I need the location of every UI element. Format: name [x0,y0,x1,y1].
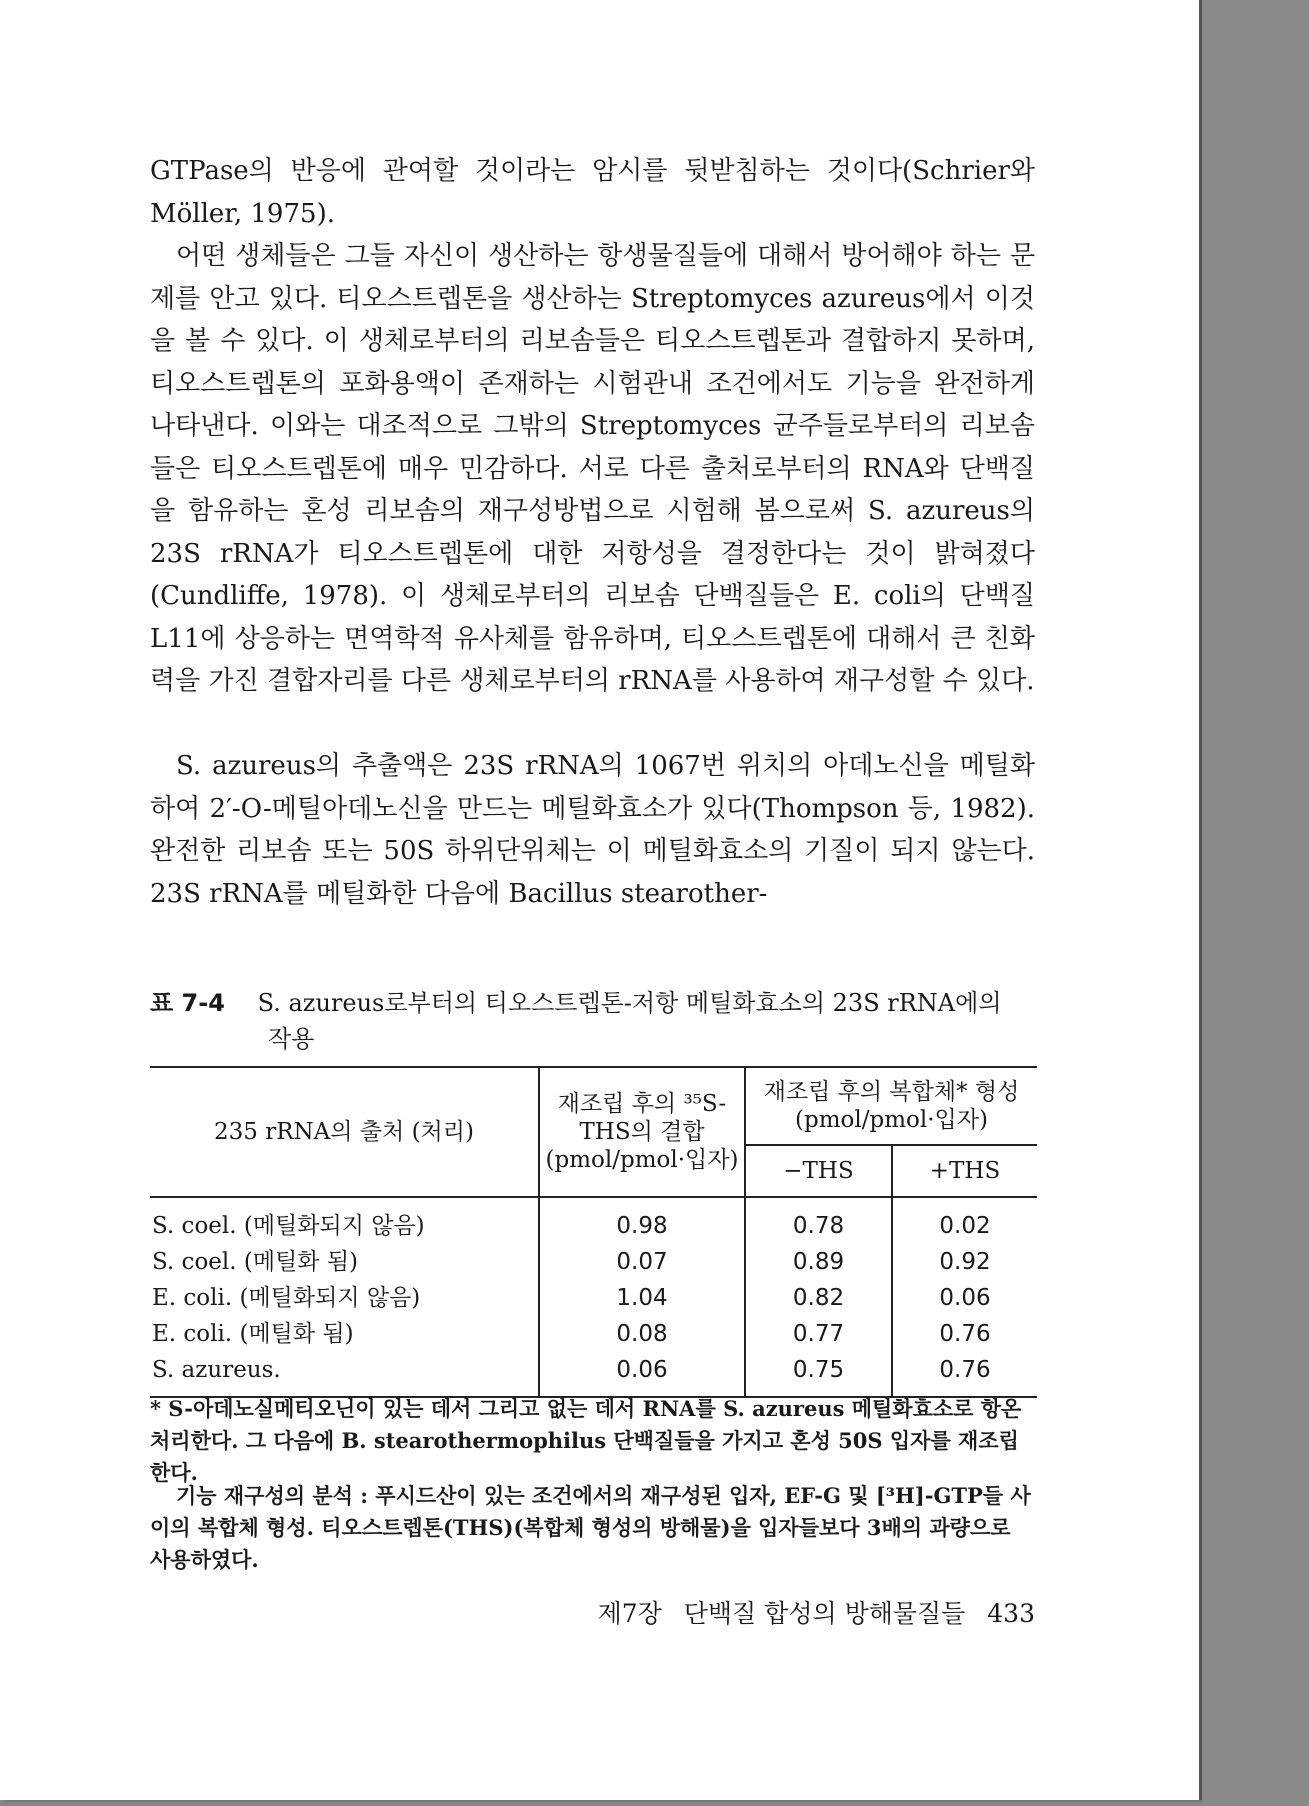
row-source: S. coel. (메틸화 됨) [152,1249,359,1275]
paragraph-2: 어떤 생체들은 그들 자신이 생산하는 항생물질들에 대해서 방어해야 하는 문제를 안고 있다. 티오스트렙톤을 생산하는 Streptomyces azureus에서 이것을 볼 수 있다. 이 생체로부터의 리보솜들은 티오스트렙톤과 결합하지 못하며, 티오스트렙톤의 포화용액이 존재하는 시험관내 조건에서도 기능을 완전하게 나타낸다. 이와는 대조적으로 그밖의 Streptomyces 균주들로부터의 리보솜들은 티오스트렙톤에 매우 민감하다. 서로 다른 출처로부터의 RNA와 단백질을 함유하는 혼성 리보솜의 재구성방법으로 시험해 봄으로써 S. azureus의 23S rRNA가 티오스트렙톤에 대한 저항성을 결정한다는 것이 밝혀졌다(Cundliffe, 1978). 이 생체로부터의 리보솜 단백질들은 E. coli의 단백질 L11에 상응하는 면역학적 유사체를 함유하며, 티오스트렙톤에 대해서 큰 친화력을 가진 결합자리를 다른 생체로부터의 rRNA를 사용하여 재구성할 수 있다. [150,241,1035,696]
header-complex-formation: 재조립 후의 복합체* 형성 (pmol/pmol·입자) [745,1067,1037,1145]
row-binding: 1.04 [539,1280,745,1316]
row-minus-ths: 0.89 [745,1244,892,1280]
page-number: 433 [987,1599,1035,1628]
row-plus-ths: 0.02 [892,1197,1037,1244]
data-table [150,1066,1037,1398]
table-row [150,1280,1037,1316]
paragraph-1: GTPase의 반응에 관여할 것이라는 암시를 뒷받침하는 것이다(Schrier와 Möller, 1975). [150,156,1035,229]
row-binding: 0.08 [539,1316,745,1352]
row-binding: 0.06 [539,1352,745,1397]
row-plus-ths: 0.92 [892,1244,1037,1280]
header-source: 235 rRNA의 출처 (처리) [150,1067,539,1197]
row-source: E. coli. (메틸화되지 않음) [152,1285,421,1311]
table-caption-continued: 작용 [268,1025,315,1053]
paragraph-3: S. azureus의 추출액은 23S rRNA의 1067번 위치의 아데노신을 메틸화하여 2′-O-메틸아데노신을 만드는 메틸화효소가 있다(Thompson 등, 1982). 완전한 리보솜 또는 50S 하위단위체는 이 메틸화효소의 기질이 되지 않는다. 23S rRNA를 메틸화한 다음에 Bacillus stearother- [150,751,1035,909]
footer-chapter: 제7장 [597,1599,662,1628]
table-row [150,1197,1037,1244]
row-source: S. azureus. [150,1352,539,1397]
page-footer [555,1594,1035,1630]
table-caption [150,985,1035,1057]
table-row [150,1244,1037,1280]
footnote-assay: 기능 재구성의 분석 : 푸시드산이 있는 조건에서의 재구성된 입자, EF-G 및 [³H]-GTP들 사이의 복합체 형성. 티오스트렙톤(THS)(복합체 형성의 방해물)을 입자들보다 3배의 과량으로 사용하였다. [150,1483,1031,1572]
row-minus-ths: 0.78 [745,1197,892,1244]
header-minus-ths: −THS [745,1145,892,1197]
row-minus-ths: 0.75 [745,1352,892,1397]
row-minus-ths: 0.82 [745,1280,892,1316]
row-minus-ths: 0.77 [745,1316,892,1352]
footnote-asterisk: * S-아데노실메티오닌이 있는 데서 그리고 없는 데서 RNA를 S. azureus 메틸화효소로 항온처리한다. 그 다음에 B. stearothermophilus 단백질들을 가지고 혼성 50S 입자를 재조립한다. [150,1396,1022,1485]
row-plus-ths: 0.76 [892,1352,1037,1397]
table-row [150,1352,1037,1397]
viewer-background [1202,0,1309,1806]
header-plus-ths: +THS [892,1145,1037,1197]
table-label: 표 7-4 [150,989,225,1017]
row-binding: 0.98 [539,1197,745,1244]
row-plus-ths: 0.76 [892,1316,1037,1352]
row-plus-ths: 0.06 [892,1280,1037,1316]
row-binding: 0.07 [539,1244,745,1280]
table-caption-text: S. azureus로부터의 티오스트렙톤-저항 메틸화효소의 23S rRNA에의 [257,989,1002,1017]
header-ths-binding: 재조립 후의 ³⁵S-THS의 결합 (pmol/pmol·입자) [539,1067,745,1197]
table-row [150,1316,1037,1352]
row-source: S. coel. (메틸화되지 않음) [150,1197,539,1244]
row-source: E. coli. (메틸화 됨) [152,1321,354,1347]
footer-title: 단백질 합성의 방해물질들 [683,1599,966,1628]
